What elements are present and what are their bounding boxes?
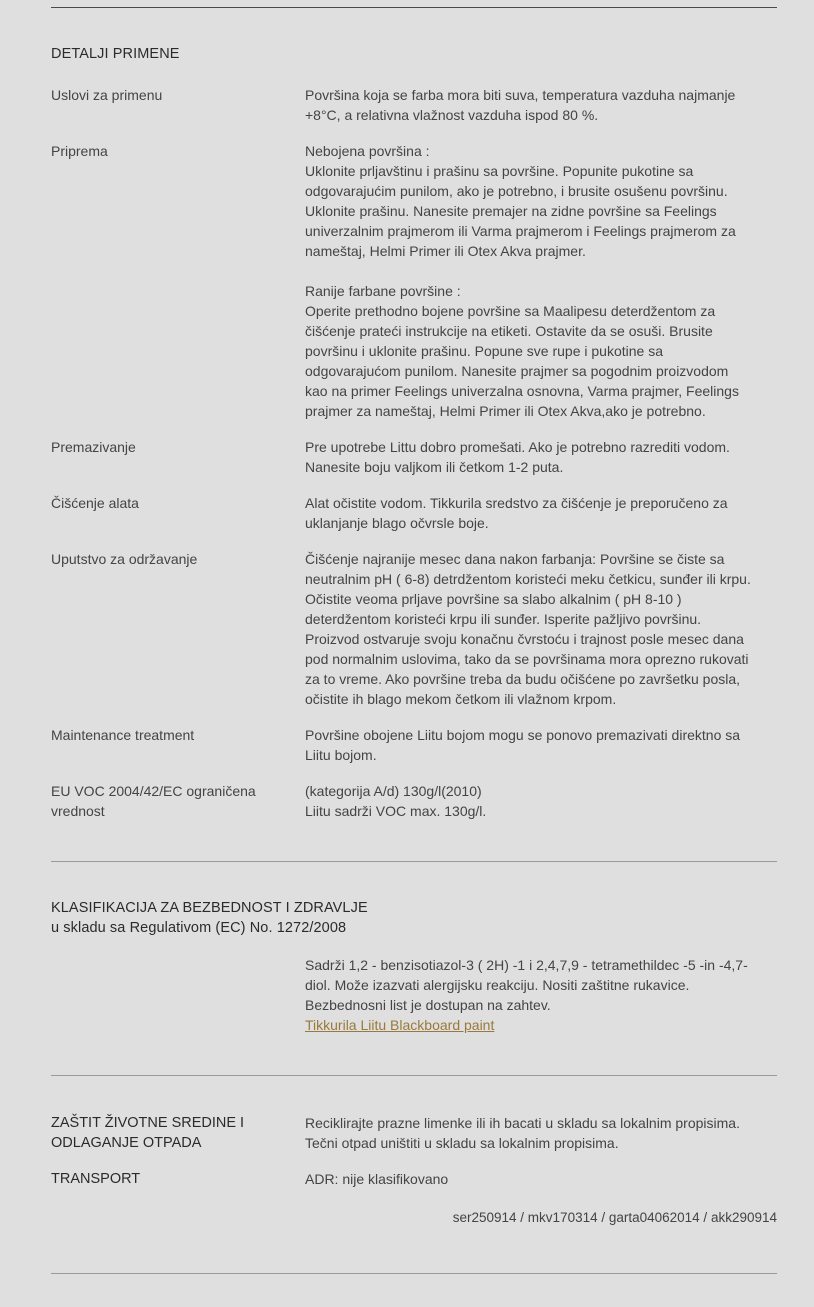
row-value: (kategorija A/d) 130g/l(2010) Liitu sadrži VOC max. 130g/l. — [305, 783, 487, 819]
safety-subheading: u skladu sa Regulativom (EC) No. 1272/2008 — [51, 920, 347, 936]
row-value: Alat očistite vodom. Tikkurila sredstvo za čišćenje je preporučeno za uklanjanje blago očvrsle boje. — [305, 495, 728, 531]
safety-datasheet-link[interactable]: Tikkurila Liitu Blackboard paint — [305, 1017, 495, 1033]
row-value: Površine obojene Liitu bojom mogu se ponovo premazivati direktno sa Liitu bojom. — [305, 727, 741, 763]
environment-title: ZAŠTIT ŽIVOTNE SREDINE I ODLAGANJE OTPADA — [51, 1115, 245, 1151]
row-value: Čišćenje najranije mesec dana nakon farbanja: Površine se čiste sa neutralnim pH ( 6-8) detrdžentom koristeći meku četkicu, sunđer ili krpu. Očistite veoma prljave površine sa slabo alkalnim ( pH 8-10 ) deterdžentom koristeći krpu ili sunđer. Isperite pažljivo površinu. Proizvod ostvaruje svoju konačnu čvrstoću i trajnost posle mesec dana pod normalnim uslovima, tako da se površinama mora oprezno rukovati za to vreme. Ako površine treba da budu očišćene po završetku posla, očistite ih blago mekom četkom ili vlažnom krpom. — [305, 551, 751, 707]
application-details-heading: DETALJI PRIMENE — [51, 46, 180, 62]
row-label: Čišćenje alata — [51, 495, 139, 511]
safety-heading: KLASIFIKACIJA ZA BEZBEDNOST I ZDRAVLJE — [51, 900, 368, 916]
row-value — [305, 141, 777, 421]
environment-text: Reciklirajte prazne limenke ili ih bacati u skladu sa lokalnim propisima. Tečni otpad uništiti u skladu sa lokalnim propisima. — [305, 1115, 740, 1151]
previously-painted-text: Ranije farbane površine : Operite prethodno bojene površine sa Maalipesu deterdžentom za čišćenje prateći instrukcije na etiketi. Ostavite da se osuši. Brusite površinu i uklonite prašinu. Popune sve rupe i pukotine sa odgovarajućom punilom. Nanesite prajmer sa pogodnim proizvodom kao na primer Feelings univerzalna osnovna, Varma prajmer, Feelings prajmer za nameštaj, Helmi Primer ili Otex Akva,ako je potrebno. — [305, 283, 739, 419]
environment-value — [305, 1113, 777, 1153]
transport-value — [305, 1169, 777, 1189]
transport-text: ADR: nije klasifikovano — [305, 1171, 449, 1187]
row-label: Maintenance treatment — [51, 727, 195, 743]
section-divider — [51, 861, 777, 862]
section-divider — [51, 1075, 777, 1076]
row-label: Premazivanje — [51, 439, 136, 455]
document-codes: ser250914 / mkv170314 / garta04062014 / akk290914 — [452, 1210, 777, 1225]
row-label: EU VOC 2004/42/EC ograničena vrednost — [51, 783, 256, 819]
row-label: Uputstvo za održavanje — [51, 551, 198, 567]
row-label: Uslovi za primenu — [51, 87, 163, 103]
row-label: Priprema — [51, 143, 108, 159]
bottom-divider — [51, 1273, 777, 1274]
unpainted-surface-text: Nebojena površina : Uklonite prljavštinu i prašinu sa površine. Popunite pukotine sa odgovarajućim punilom, ako je potrebno, i brusite osušenu površinu. Uklonite prašinu. Nanesite premajer na zidne površine sa Feelings univerzalnim prajmerom ili Varma prajmerom i Feelings prajmerom za nameštaj, Helmi Primer ili Otex Akva prajmer. — [305, 143, 736, 259]
top-divider — [51, 7, 777, 8]
transport-title: TRANSPORT — [51, 1171, 141, 1187]
safety-text: Sadrži 1,2 - benzisotiazol-3 ( 2H) -1 i 2,4,7,9 - tetramethildec -5 -in -4,7- diol. Može izazvati alergijsku reakciju. Nositi zaštitne rukavice. Bezbednosni list je dostupan na zahtev. — [305, 957, 748, 1013]
row-value: Pre upotrebe Littu dobro promešati. Ako je potrebno razrediti vodom. Nanesite boju valjkom ili četkom 1-2 puta. — [305, 439, 730, 475]
row-value: Površina koja se farba mora biti suva, temperatura vazduha najmanje +8°C, a relativna vlažnost vazduha ispod 80 %. — [305, 87, 736, 123]
safety-text-block — [305, 955, 777, 1035]
